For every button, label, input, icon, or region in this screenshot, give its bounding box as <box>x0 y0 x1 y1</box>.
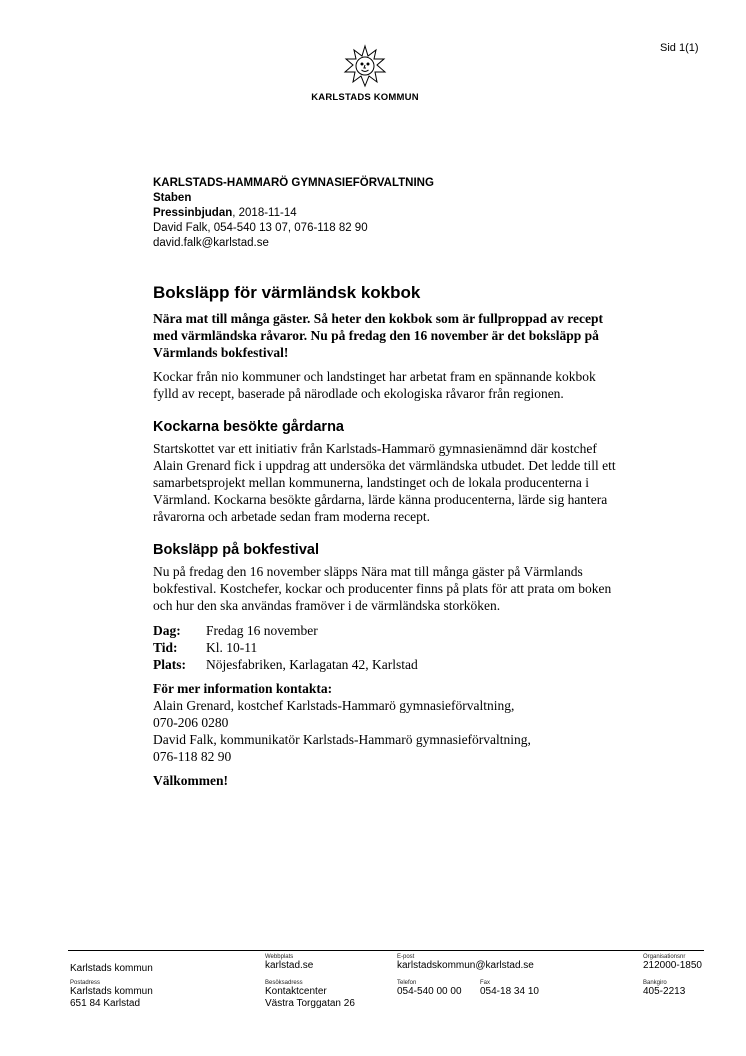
footer-label: Postadress <box>70 980 101 986</box>
footer-value: 054-540 00 00 <box>397 986 462 997</box>
detail-label: Dag: <box>153 623 181 638</box>
contact1-line1: Alain Grenard, kostchef Karlstads-Hammarö gymnasieförvaltning, <box>153 698 515 713</box>
footer-email <box>397 954 534 972</box>
footer-visiting-address <box>265 980 355 1010</box>
footer-value-2: Västra Torggatan 26 <box>265 998 355 1009</box>
detail-value: Fredag 16 november <box>206 623 318 638</box>
section1-heading: Kockarna besökte gårdarna <box>153 419 344 435</box>
section1-body: Startskottet var ett initiativ från Karlstads-Hammarö gymnasienämnd där kostchef Alain Grenard fick i uppdrag att undersöka det värmländska utbudet. Det ledde till ett samarbetsprojekt mellan kommunerna, landstinget och de lokala producenterna i Värmland. Kockarna besökte gårdarna, lärde känna producenterna, lärde sig hantera råvarorna och arbetade sedan fram moderna recept. <box>153 441 616 524</box>
footer-fax <box>480 980 539 998</box>
detail-value: Kl. 10-11 <box>206 640 258 655</box>
footer-label: Organisationsnr <box>643 954 686 960</box>
footer-divider <box>68 950 704 951</box>
footer-value[interactable]: karlstad.se <box>265 960 314 971</box>
doc-type: Pressinbjudan <box>153 207 233 219</box>
footer-label: Fax <box>480 980 491 986</box>
sender-block <box>153 176 434 251</box>
detail-label: Plats: <box>153 657 186 672</box>
footer-postal-address <box>70 980 153 1010</box>
footer-value: Kontaktcenter <box>265 986 327 997</box>
footer-label: Besöksadress <box>265 980 303 986</box>
footer-value: 405-2213 <box>643 986 686 997</box>
detail-row-place <box>153 656 623 673</box>
detail-row-time <box>153 639 623 656</box>
footer-label: Webbplats <box>265 954 294 960</box>
section2-body: Nu på fredag den 16 november släpps Nära mat till många gäster på Värmlands bokfestival. Kostchefer, kockar och producenter finns på plats för att prata om boken och hur den ska användas framöver i de värmländska storköken. <box>153 564 612 613</box>
footer-org <box>70 963 153 975</box>
contact2-line1: David Falk, kommunikatör Karlstads-Hammarö gymnasieförvaltning, <box>153 732 531 747</box>
sun-face-logo-icon <box>342 44 388 88</box>
footer-value[interactable]: karlstadskommun@karlstad.se <box>397 960 534 971</box>
contact1-line2: 070-206 0280 <box>153 715 229 730</box>
contact-line: David Falk, 054-540 13 07, 076-118 82 90 <box>153 222 368 234</box>
footer-value-2: 651 84 Karlstad <box>70 998 141 1009</box>
detail-value: Nöjesfabriken, Karlagatan 42, Karlstad <box>206 657 418 672</box>
footer-value: Karlstads kommun <box>70 963 153 974</box>
footer-label: Bankgiro <box>643 980 667 986</box>
footer-website <box>265 954 313 972</box>
footer-org-number <box>643 954 702 972</box>
article <box>153 284 623 789</box>
footer-bankgiro <box>643 980 685 998</box>
closing: Välkommen! <box>153 773 228 788</box>
article-title: Boksläpp för värmländsk kokbok <box>153 283 421 302</box>
detail-label: Tid: <box>153 640 178 655</box>
section2-heading: Boksläpp på bokfestival <box>153 542 319 558</box>
detail-row-day <box>153 622 623 639</box>
footer-value: Karlstads kommun <box>70 986 153 997</box>
article-lead: Nära mat till många gäster. Så heter den kokbok som är fullproppad av recept med värmländska råvaror. Nu på fredag den 16 november är det boksläpp på Värmlands bokfestival! <box>153 311 604 360</box>
contact2-line2: 076-118 82 90 <box>153 749 232 764</box>
footer-phone <box>397 980 462 998</box>
doc-date: , 2018-11-14 <box>232 207 297 219</box>
footer-label: E-post <box>397 954 415 960</box>
contact-email: david.falk@karlstad.se <box>153 237 269 249</box>
org-name: KARLSTADS KOMMUN <box>311 92 419 103</box>
unit-name: Staben <box>153 192 192 204</box>
page-number: Sid 1(1) <box>660 42 699 54</box>
event-details <box>153 622 623 673</box>
footer-value: 054-18 34 10 <box>480 986 539 997</box>
footer-value: 212000-1850 <box>643 960 702 971</box>
department-name: KARLSTADS-HAMMARÖ GYMNASIEFÖRVALTNING <box>153 177 434 189</box>
article-intro: Kockar från nio kommuner och landstinget har arbetat fram en spännande kokbok fylld av recept, baserade på närodlade och ekologiska råvaror från regionen. <box>153 369 596 401</box>
doc-type-line <box>153 206 434 221</box>
contact-heading: För mer information kontakta: <box>153 681 333 696</box>
footer-label: Telefon <box>397 980 417 986</box>
